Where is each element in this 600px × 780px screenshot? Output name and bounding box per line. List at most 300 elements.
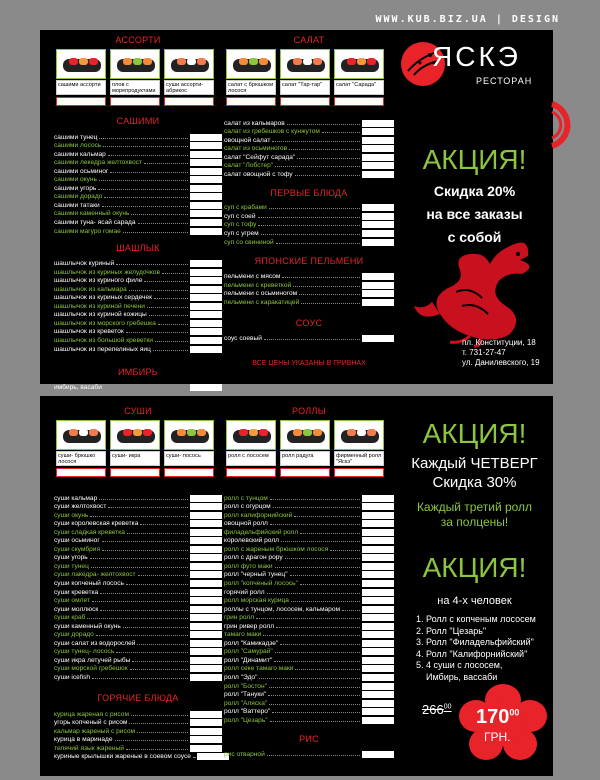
food-shape (143, 58, 152, 65)
menu-item (224, 527, 394, 536)
price-box (362, 708, 394, 715)
section-heading-sushi: СУШИ (124, 406, 152, 416)
menu-item-name: сашими магуро гомае (54, 227, 121, 235)
menu-item-name: шашлычок куриный (54, 260, 115, 268)
dish-photo-card (226, 49, 276, 106)
dish-photo (110, 49, 160, 79)
price-box (362, 700, 394, 707)
menu-item (54, 284, 222, 293)
section-heading-salat: САЛАТ (293, 35, 325, 45)
menu-item (224, 553, 394, 562)
price-box (190, 503, 222, 510)
menu-item-name: суп с крабами (224, 204, 267, 212)
leader-dots (149, 315, 188, 316)
promo-line: Скидка 20% (433, 183, 516, 199)
leader-dots (138, 575, 188, 576)
price-box (226, 97, 276, 106)
price-box (362, 273, 394, 280)
leader-dots (193, 757, 195, 758)
menu-item-name: ролл "Бостон" (224, 682, 267, 690)
leader-dots (98, 189, 188, 190)
food-shape (133, 58, 142, 65)
sushi-photos (54, 420, 222, 477)
menu-item (224, 161, 394, 170)
menu-item-name: салат "Сейфут сарада" (224, 153, 296, 161)
food-shape (79, 429, 88, 436)
price-box (190, 176, 222, 183)
price-box (362, 589, 394, 596)
menu-item (224, 647, 394, 656)
leader-dots (263, 635, 360, 636)
menu-item-name: курица жареная с рисом (54, 710, 129, 718)
menu-item-name: суши копченый лосось (54, 580, 124, 588)
food-shape (123, 429, 132, 436)
food-shape (239, 429, 248, 436)
leader-dots (129, 290, 188, 291)
price-box (190, 589, 222, 596)
menu-item-name: сашими татаки (54, 201, 100, 209)
price-box (190, 151, 222, 158)
price-box (362, 154, 394, 161)
leader-dots (285, 558, 360, 559)
promo-title-thursday: АКЦИЯ! (422, 418, 527, 449)
section-heading-shashlyk: ШАШЛЫК (116, 242, 160, 253)
dish-photo-card (280, 420, 330, 477)
food-shape (89, 58, 98, 65)
menu-item (54, 335, 222, 344)
food-shape (303, 429, 312, 436)
menu-item (54, 183, 222, 192)
price-box (190, 736, 222, 743)
menu-item (224, 613, 394, 622)
new-price: $170^{00}$ (476, 706, 520, 728)
section-heading-pelmeni: ЯПОНСКИЕ ПЕЛЬМЕНИ (254, 255, 364, 266)
menu-item (54, 519, 222, 528)
price-box (190, 193, 222, 200)
menu-item-name: суп с угрем (224, 230, 259, 238)
dragon-icon (410, 226, 540, 346)
dish-photo-card (334, 420, 384, 477)
leader-dots (267, 593, 360, 594)
dish-photo-card (226, 420, 276, 477)
food-shape (293, 58, 302, 65)
menu-item (224, 135, 394, 144)
price-box (362, 299, 394, 306)
leader-dots (90, 558, 188, 559)
price-box (190, 384, 222, 391)
food-shape (177, 429, 186, 436)
menu-item-name: сашими осьминог (54, 167, 109, 175)
address-line: пл. Конституции, 18 (462, 338, 536, 347)
dish-photo (110, 420, 160, 450)
price-box (190, 210, 222, 217)
menu-item (54, 132, 222, 141)
menu-item (224, 544, 394, 553)
leader-dots (275, 166, 360, 167)
menu-item (224, 493, 394, 502)
menu-item (54, 709, 222, 718)
menu-item (54, 630, 222, 639)
menu-item-name: ролл калифорнийский (224, 511, 293, 519)
dish-caption: суши ассорти-абрикос (164, 80, 214, 95)
dish-photo (280, 420, 330, 450)
leader-dots (144, 281, 188, 282)
menu-item-name: ролл "Ваттеро" (224, 708, 271, 716)
leader-dots (132, 661, 188, 662)
section-heading-ris: РИС (299, 733, 319, 744)
dish-photo-card (280, 49, 330, 106)
leader-dots (259, 678, 360, 679)
leader-dots (110, 172, 188, 173)
menu-item-name: шашлычок из куриных сердечек (54, 294, 152, 302)
menu-item (54, 638, 222, 647)
price-box (190, 623, 222, 630)
menu-item-name: ролл "черный тунец" (224, 571, 288, 579)
price-box (280, 97, 330, 106)
menu-item-name: суши королевская креветка (54, 520, 139, 528)
menu-item (54, 141, 222, 150)
menu-item (224, 152, 394, 161)
price-box (110, 468, 160, 477)
leader-dots (100, 593, 188, 594)
price-box (362, 137, 394, 144)
price-box (362, 520, 394, 527)
menu-item-name: суши угорь (54, 554, 88, 562)
price-box (190, 657, 222, 664)
section-heading-first: ПЕРВЫЕ БЛЮДА (270, 187, 348, 198)
menu-item-name: сашими лекедра желтохвост (54, 159, 142, 167)
price-box (362, 606, 394, 613)
price-box (280, 468, 330, 477)
dish-photo-card (110, 49, 160, 106)
leader-dots (131, 715, 188, 716)
promo-thursday-lines (396, 454, 553, 492)
menu-item (54, 175, 222, 184)
price-box (362, 674, 394, 681)
set-item: 2. Ролл "Цезарь" (416, 625, 487, 636)
sushi-list (54, 493, 222, 681)
dish-caption: фирменный ролл "Яскэ" (334, 451, 384, 466)
leader-dots (269, 704, 360, 705)
leader-dots (270, 721, 360, 722)
price-box (190, 303, 222, 310)
price-box (362, 512, 394, 519)
menu-item-name: салат из осьминогов (224, 145, 288, 153)
red-arc-decoration-icon (524, 100, 554, 150)
price-box (190, 640, 222, 647)
menu-item (224, 698, 394, 707)
leader-dots (99, 499, 188, 500)
menu-item (224, 578, 394, 587)
rolly-list (224, 493, 394, 724)
menu-item-name: кальмар жареный с рисом (54, 727, 136, 735)
food-shape (313, 58, 322, 65)
menu-item (54, 647, 222, 656)
price-box (362, 597, 394, 604)
food-shape (249, 58, 258, 65)
price-box (362, 503, 394, 510)
price-box (362, 683, 394, 690)
menu-item-name: ролл с жареным брюшком лосося (224, 545, 329, 553)
price-box (362, 631, 394, 638)
menu-item (224, 664, 394, 673)
food-shape (313, 429, 322, 436)
price-box (190, 520, 222, 527)
menu-item (224, 672, 394, 681)
set-item: 5. 4 суши с лососем, (416, 660, 503, 670)
salat-photos (224, 49, 394, 106)
menu-item-name: суши моллюск (54, 605, 99, 613)
menu-item-name: куриные крылышки жареные в соевом соусе (54, 753, 191, 761)
menu-item-name: ролл "копченый лосось" (224, 580, 298, 588)
price-box (362, 120, 394, 127)
menu-item (54, 344, 222, 353)
leader-dots (126, 749, 188, 750)
price-box (362, 751, 394, 758)
dish-caption: сашими ассорти (56, 80, 106, 95)
price-box (362, 623, 394, 630)
price-box (190, 512, 222, 519)
dish-photo-card (56, 49, 106, 106)
price-box (362, 717, 394, 724)
leader-dots (270, 524, 360, 525)
price-box (190, 495, 222, 502)
leader-dots (102, 541, 188, 542)
price-box (190, 260, 222, 267)
dish-caption: салат "Тар-тар" (280, 80, 330, 95)
menu-item-name: филадельфийский ролл (224, 528, 299, 536)
dish-photo (56, 49, 106, 79)
leader-dots (155, 341, 188, 342)
price-box (190, 311, 222, 318)
leader-dots (293, 286, 360, 287)
menu-item-name: сашими кальмар (54, 150, 106, 158)
dish-photo-card (164, 49, 214, 106)
price-box (190, 337, 222, 344)
menu-item (54, 310, 222, 319)
menu-item (224, 690, 394, 699)
leader-dots (282, 277, 360, 278)
prices-note: ВСЕ ЦЕНЫ УКАЗАНЫ В ГРИВНАХ (252, 360, 366, 368)
leader-dots (276, 627, 360, 628)
menu-item-name: шашлычок из куриной печени (54, 302, 145, 310)
menu-item (54, 672, 222, 681)
menu-item (54, 596, 222, 605)
leader-dots (104, 388, 188, 389)
food-shape (197, 58, 206, 65)
food-shape (187, 58, 196, 65)
menu-item-name: рис отварной (224, 751, 265, 759)
price-box (190, 202, 222, 209)
leader-dots (123, 232, 188, 233)
menu-item-name: суши тунец- лосось (54, 648, 115, 656)
price-box (190, 728, 222, 735)
menu-item-name: овощной салат (224, 136, 271, 144)
menu-item (224, 334, 394, 343)
leader-dots (138, 223, 188, 224)
leader-dots (92, 601, 188, 602)
menu-item-name: ролл "Самурай" (224, 648, 273, 656)
menu-item-name: ролл "Аляска" (224, 699, 268, 707)
column-middle (224, 396, 394, 758)
menu-item (224, 681, 394, 690)
menu-item (224, 596, 394, 605)
leader-dots (147, 307, 188, 308)
menu-item-name: ролл "Тануки" (224, 691, 267, 699)
menu-item-name: салат из гребешков с кунжутом (224, 128, 320, 136)
menu-item (224, 203, 394, 212)
leader-dots (116, 652, 188, 653)
menu-item-name: ролл морская курица (224, 597, 289, 605)
menu-item-name: суши кальмар (54, 494, 98, 502)
menu-item-name: шашлычок из креветок (54, 328, 124, 336)
menu-item-name: суп с тофу (224, 221, 257, 229)
leader-dots (268, 695, 360, 696)
section-heading-imbir: ИМБИРЬ (117, 366, 159, 377)
menu-item-name: суши тунец (54, 562, 89, 570)
menu-item (54, 587, 222, 596)
menu-item-name: шашлычок из куриной кожицы (54, 311, 147, 319)
menu-item (224, 587, 394, 596)
price-box (190, 286, 222, 293)
leader-dots (158, 324, 188, 325)
food-shape (239, 58, 248, 65)
menu-item-name: шашлычок из кальмара (54, 285, 127, 293)
rolly-photos (224, 420, 394, 477)
leader-dots (87, 618, 188, 619)
leader-dots (130, 669, 188, 670)
menu-item (224, 707, 394, 716)
leader-dots (153, 350, 188, 351)
food-shape (259, 58, 268, 65)
leader-dots (91, 567, 188, 568)
leader-dots (96, 635, 188, 636)
menu-item-name: ролл "Динамит" (224, 656, 273, 664)
currency-label: ГРН. (484, 730, 511, 744)
dish-caption: салат "Сарада" (334, 80, 384, 95)
menu-item-name: ролл секе тамаго маки (224, 665, 294, 673)
food-shape (133, 429, 142, 436)
price-box (190, 328, 222, 335)
food-shape (123, 58, 132, 65)
hot-list (54, 709, 222, 760)
menu-item (54, 226, 222, 235)
dish-photo (226, 420, 276, 450)
menu-item (54, 718, 222, 727)
menu-item-name: суши каменный окунь (54, 622, 121, 630)
leader-dots (129, 723, 188, 724)
price-box (190, 294, 222, 301)
menu-item-name: пельмени с каракатицей (224, 298, 300, 306)
promo-set-subtitle: на 4-х человек (437, 595, 512, 607)
menu-item-name: ролл с драгон рору (224, 554, 283, 562)
price-box (190, 674, 222, 681)
leader-dots (273, 507, 360, 508)
logo (396, 36, 553, 106)
set-list (416, 614, 536, 683)
leader-dots (137, 732, 188, 733)
menu-item (54, 301, 222, 310)
price-box (362, 554, 394, 561)
menu-item-name: суп со свининой (224, 238, 274, 246)
price-box (190, 168, 222, 175)
menu-item (54, 259, 222, 268)
dish-photo (226, 49, 276, 79)
food-shape (197, 429, 206, 436)
price-box (190, 745, 222, 752)
leader-dots (99, 180, 188, 181)
price-box (164, 468, 214, 477)
menu-item-name: грин ривер ролл (224, 622, 275, 630)
promo-line: с собой (447, 229, 502, 245)
menu-item (224, 502, 394, 511)
menu-item (54, 664, 222, 673)
promo-title-top: АКЦИЯ! (422, 144, 527, 175)
price-box (190, 563, 222, 570)
price-box (362, 691, 394, 698)
price-box (190, 346, 222, 353)
leader-dots (295, 669, 360, 670)
old-price: $266^{00}$ (422, 702, 452, 717)
food-shape (143, 429, 152, 436)
dish-photo (334, 49, 384, 79)
menu-item (224, 237, 394, 246)
food-shape (249, 429, 258, 436)
dish-photo-card (56, 420, 106, 477)
menu-item-name: шашлычок из морского гребешка (54, 319, 156, 327)
menu-item (54, 527, 222, 536)
dish-photo-card (110, 420, 160, 477)
price-box (190, 665, 222, 672)
menu-item (54, 655, 222, 664)
menu-item-name: сашими туна- ясай сарада (54, 219, 136, 227)
menu-item-name: суп с соей (224, 212, 256, 220)
price-box (362, 614, 394, 621)
menu-item (54, 613, 222, 622)
price-box (334, 468, 384, 477)
leader-dots (272, 141, 360, 142)
section-heading-hot: ГОРЯЧИЕ БЛЮДА (97, 693, 179, 704)
menu-item (54, 383, 222, 392)
menu-item-name: суши омлет (54, 597, 90, 605)
menu-item (224, 297, 394, 306)
price-box (362, 282, 394, 289)
menu-item (224, 510, 394, 519)
set-item: 3. Ролл "Филадельфийский" (416, 637, 534, 647)
price-box (362, 546, 394, 553)
leader-dots (100, 610, 188, 611)
food-shape (347, 58, 356, 65)
menu-item-name: суши дорадо (54, 631, 94, 639)
dish-photo (280, 49, 330, 79)
price-box (190, 320, 222, 327)
banner-text: WWW.KUB.BIZ.UA | DESIGN (375, 14, 560, 25)
price-box (190, 606, 222, 613)
menu-item-name: роллы с тунцом, лососем, кальмаром (224, 605, 341, 613)
leader-dots (274, 661, 360, 662)
section-heading-sous: СОУС (295, 317, 323, 328)
price-box (362, 171, 394, 178)
dish-caption: ролл с лососем (226, 451, 276, 466)
menu-item (224, 228, 394, 237)
menu-item (54, 752, 222, 761)
leader-dots (144, 163, 188, 164)
menu-item (224, 561, 394, 570)
dish-caption: суши- лосось (164, 451, 214, 466)
food-shape (79, 58, 88, 65)
price-box (190, 597, 222, 604)
price-box (190, 648, 222, 655)
